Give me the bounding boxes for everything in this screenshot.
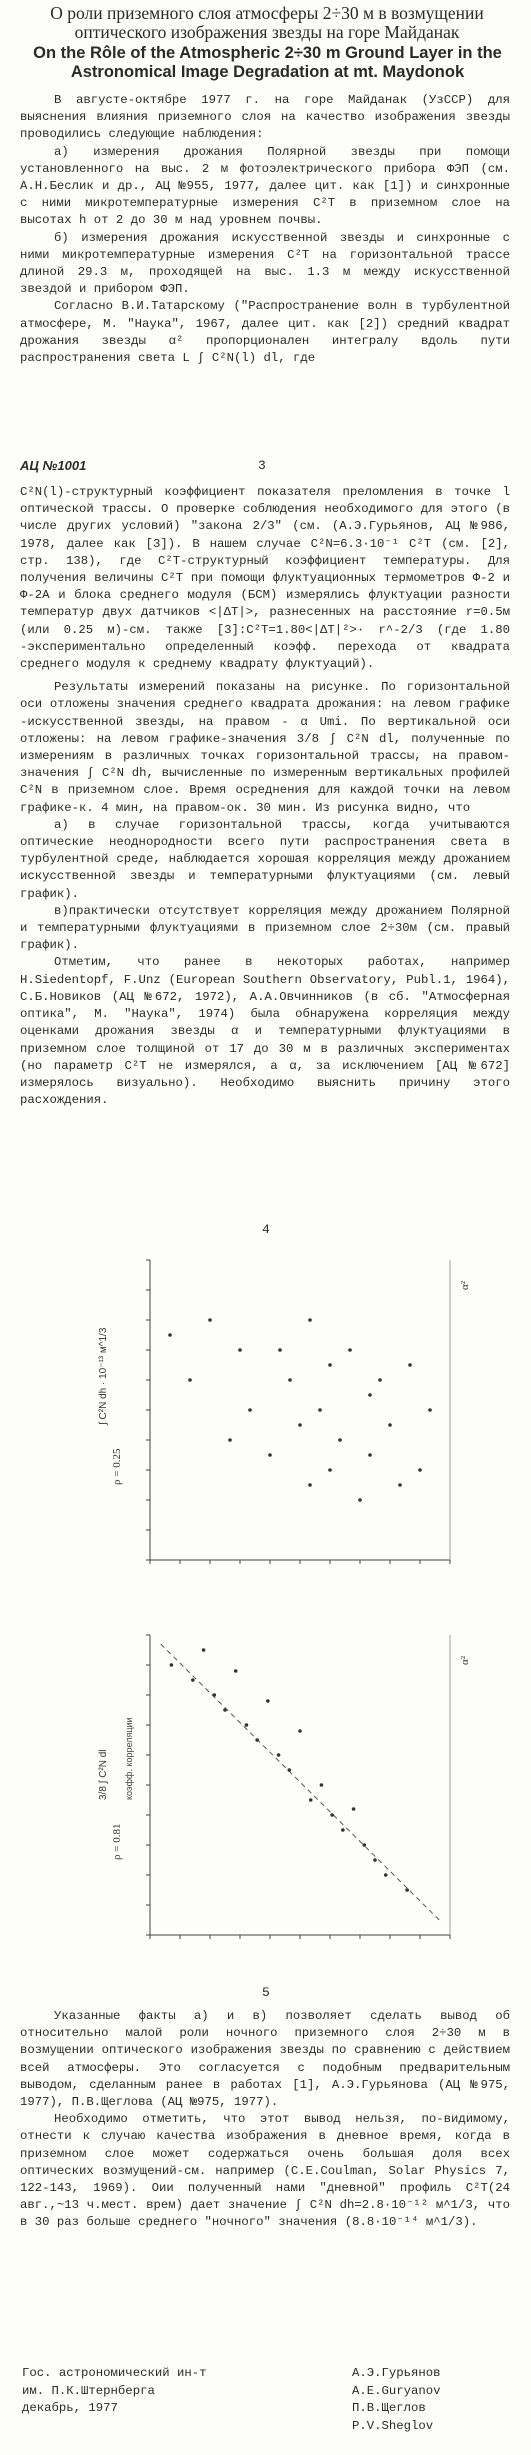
data-point: [277, 1753, 281, 1757]
author-name: A.E.Guryanov: [352, 2383, 441, 2398]
annotation-label: ρ = 0.81: [111, 1823, 123, 1860]
data-point: [373, 1858, 377, 1862]
affiliation-line: им. П.К.Штернберга: [22, 2383, 155, 2398]
data-point: [238, 1348, 242, 1352]
data-point: [338, 1438, 342, 1442]
paragraph: Согласно В.И.Татарскому ("Распространение волн в турбулентной атмосфере, М. "Наука", 1967, далее цит. как [2]) средний квадрат дрожания звезды α² пропорционален интегралу вдоль пути распространения света L ∫ C²N(l) dl, где: [20, 299, 510, 366]
data-point: [223, 1708, 227, 1712]
data-point: [308, 1483, 312, 1487]
data-point: [202, 1648, 206, 1652]
data-point: [352, 1807, 356, 1811]
affiliation-line: Гос. астрономический ин-т: [22, 2366, 207, 2380]
data-point: [255, 1738, 259, 1742]
paragraph: а) измерения дрожания Полярной звезды при помощи установленного на выс. 2 м фотоэлектрического прибора ФЭП (см. А.Н.Беслик и др., АЦ №955, 1977, далее цит. как [1]) и синхронные с ними микротемпературные измерения C²T в приземном слое на высотах h от 2 до 30 м над уровнем почвы.: [20, 144, 510, 228]
data-point: [212, 1693, 216, 1697]
x-axis-label: α²: [459, 1280, 471, 1290]
data-point: [341, 1828, 345, 1832]
data-point: [308, 1318, 312, 1322]
data-point: [408, 1363, 412, 1367]
paragraph: а) в случае горизонтальной трассы, когда учитываются оптические неоднородности всего пути распространения света в турбулентной среде, наблюдается хорошая корреляция между дрожанием искусственной звезды и температурными флуктуациями (см. левый график).: [20, 817, 510, 901]
data-point: [208, 1318, 212, 1322]
paragraph: б) измерения дрожания искусственной звезды и синхронные с ними микротемпературные измерения C²T на горизонтальной трассе длиной 29.3 м, проходящей на выс. 1.3 м между искусственной звездой и прибором ФЭП.: [20, 230, 510, 297]
data-point: [398, 1483, 402, 1487]
x-axis-label: α²: [459, 1655, 471, 1665]
data-point: [298, 1729, 302, 1733]
data-point: [368, 1453, 372, 1457]
scatter-chart-upper: [90, 1240, 510, 1600]
section-conclusions: [20, 2008, 510, 2232]
paragraph: Отметим, что ранее в некоторых работах, например H.Siedentopf, F.Unz (European Southern Observatory, Publ.1, 1964), С.Б.Новиков (АЦ №672, 1972), А.А.Овчинников (в сб. "Атмосферная оптика", М. "Наука", 1974) была обнаружена корреляция между оценками дрожания звезды α и температурными флуктуациями в приземном слое толщиной от 17 до 30 м в различных экспериментах (но параметр C²T не измерялся, а α, за исключением [АЦ №672] измерялось визуально). Необходимо выяснить причину этого расхождения.: [20, 955, 510, 1108]
data-point: [358, 1498, 362, 1502]
affiliation-line: декабрь, 1977: [22, 2401, 118, 2415]
data-point: [388, 1423, 392, 1427]
title-english: On the Rôle of the Atmospheric 2÷30 m Ground Layer in the Astronomical Image Degradation at mt. Maydonok: [33, 44, 502, 81]
data-point: [362, 1843, 366, 1847]
data-point: [330, 1813, 334, 1817]
y-axis-label: ∫ C²N dh · 10⁻¹³ м^1/3: [98, 1327, 109, 1425]
data-point: [170, 1663, 174, 1667]
page-number: 4: [262, 1222, 270, 1237]
data-point: [245, 1723, 249, 1727]
trend-line: [161, 1644, 440, 1920]
data-point: [318, 1408, 322, 1412]
data-point: [268, 1453, 272, 1457]
data-point: [368, 1393, 372, 1397]
author-name: P.V.Sheglov: [352, 2418, 434, 2433]
data-point: [287, 1768, 291, 1772]
author-name: А.Э.Гурьянов: [352, 2366, 441, 2380]
data-point: [288, 1378, 292, 1382]
page-number: 3: [258, 458, 266, 473]
paragraph: в)практически отсутствует корреляция между дрожанием Полярной и температурными флуктуациями в приземном слое 2÷30м (см. правый график).: [20, 903, 510, 953]
data-point: [298, 1423, 302, 1427]
chart-svg: [90, 1615, 510, 1975]
scatter-chart-lower: [90, 1615, 510, 1975]
paragraph: Результаты измерений показаны на рисунке. По горизонтальной оси отложены значения среднего квадрата дрожания: на левом графике -искусственной звезды, на правом - α Umi. По вертикальной оси отложены: на левом графике-значения 3/8 ∫ C²N dl, полученные по измерениям в различных точках горизонтальной трассы, на правом-значения ∫ C²N dh, вычисленные по измеренным вертикальных профилей C²N в приземном слое. Время осреднения для каждой точки на левом графике-к. 4 мин, на правом-ок. 30 мин. Из рисунка видно, что: [20, 680, 510, 815]
data-point: [248, 1408, 252, 1412]
chart-svg: [90, 1240, 510, 1600]
page-number: 5: [262, 1985, 270, 2000]
data-point: [266, 1699, 270, 1703]
data-point: [328, 1468, 332, 1472]
annotation-label: ρ = 0.25: [111, 1448, 123, 1485]
data-point: [278, 1348, 282, 1352]
author-name: П.В.Щеглов: [352, 2401, 426, 2415]
data-point: [191, 1678, 195, 1682]
section-intro: [20, 92, 510, 367]
data-point: [428, 1408, 432, 1412]
page-header-left: АЦ №1001: [20, 458, 87, 473]
data-point: [328, 1363, 332, 1367]
data-point: [384, 1873, 388, 1877]
extra-label: коэфф. корреляции: [124, 1717, 134, 1800]
paragraph: C²N(l)-структурный коэффициент показателя преломления в точке l оптической трассы. О проверке соблюдения необходимого для этого (в числе других условий) "закона 2/3" (см. (А.Э.Гурьянов, АЦ №986, 1978, далее как [3]). В нашем случае C²N=6.3·10⁻¹ C²T (см. [2], стр. 138), где C²T-структурный коэффициент температуры. Для получения величины C²T при помощи флуктуационных термометров Ф-2 и Ф-2А и блока среднего модуля (БСМ) измерялись флуктуации разности температур двух датчиков <|ΔT|>, разнесенных на расстояние r=0.5м (или 0.25 м)-см. также [3]:C²T=1.80<|ΔT|²>· r^-2/3 (где 1.80 -экспериментально определенный коэфф. перехода от квадрата среднего модуля к среднему квадрату флуктуаций).: [20, 485, 510, 672]
data-point: [188, 1378, 192, 1382]
data-point: [168, 1333, 172, 1337]
data-point: [320, 1783, 324, 1787]
y-axis-label: 3/8 ∫ C²N dl: [98, 1749, 109, 1800]
data-point: [234, 1669, 238, 1673]
paragraph: Необходимо отметить, что этот вывод нельзя, по-видимому, отнести к случаю качества изображения в дневное время, когда в приземном слое может содержаться очень большая доля всех оптических возмущений-см. например (C.E.Coulman, Solar Physics 7, 122-143, 1969). Оии полученный нами "дневной" профиль C²T(24 авг.,~13 ч.мест. врем) дает значение ∫ C²N dh=2.8·10⁻¹² м^1/3, что в 30 раз больше среднего "ночного" значения (8.8·10⁻¹⁴ м^1/3).: [20, 2112, 510, 2230]
paragraph: Указанные факты а) и в) позволяет сделать вывод об относительно малой роли ночного приземного слоя 2÷30 м в возмущении оптического изображения звезды по сравнению с действием всей атмосферы. Это согласуется с подобным предварительным выводом, сделанным ранее в работах [1], А.Э.Гурьянова (АЦ №975, 1977), П.В.Щеглова (АЦ №975, 1977).: [20, 2009, 510, 2110]
data-point: [309, 1798, 313, 1802]
data-point: [418, 1468, 422, 1472]
title-russian: О роли приземного слоя атмосферы 2÷30 м в возмущении оптического изображения звезды на горе Майданак: [50, 3, 484, 42]
paragraph: В августе-октябре 1977 г. на горе Майданак (УзССР) для выяснения влияния приземного слоя на качество изображения звезды проводились следующие наблюдения:: [20, 93, 510, 142]
affiliation: [22, 2365, 206, 2418]
authors: [352, 2365, 441, 2435]
section-results: [20, 484, 510, 1109]
data-point: [378, 1378, 382, 1382]
data-point: [228, 1438, 232, 1442]
data-point: [348, 1348, 352, 1352]
data-point: [405, 1888, 409, 1892]
